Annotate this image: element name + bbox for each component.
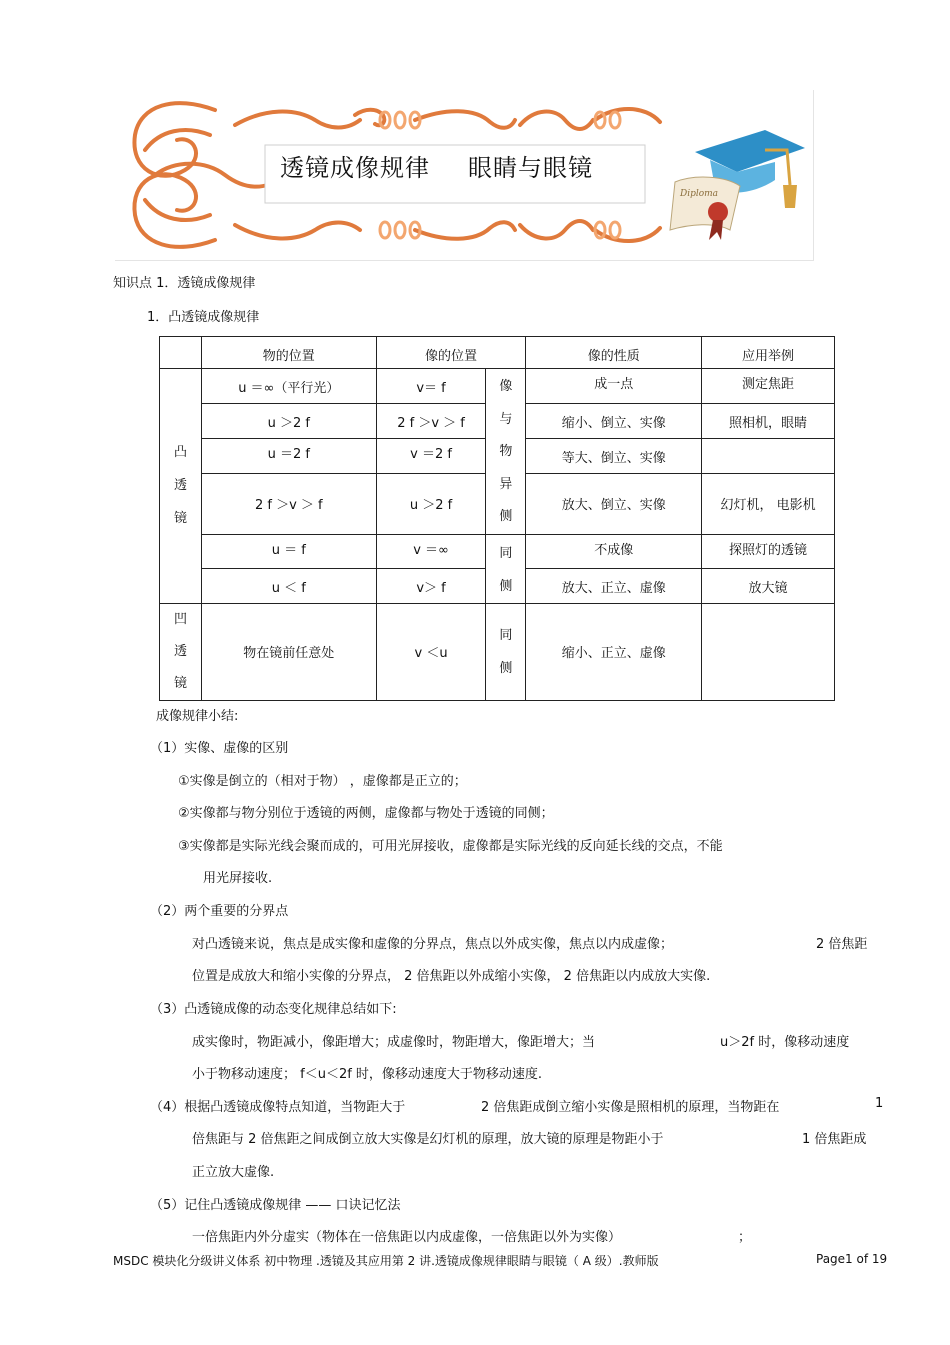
point-4-line-2: 倍焦距与 2 倍焦距之间成倒立放大实像是幻灯机的原理，放大镜的原理是物距小于 (192, 1132, 664, 1147)
point-2-line-1: 对凸透镜来说，焦点是成实像和虚像的分界点，焦点以外成实像，焦点以内成虚像； (192, 937, 674, 952)
point-3-line-2: 小于物移动速度； f＜u＜2f 时，像移动速度大于物移动速度. (192, 1067, 543, 1082)
application (702, 603, 835, 700)
header-cell: 应用举例 (702, 337, 835, 369)
point-1-item-1: ①实像是倒立的（相对于物） ，虚像都是正立的； (178, 774, 467, 789)
point-5-line-1: 一倍焦距内外分虚实（物体在一倍焦距以内成虚像，一倍焦距以外为实像） (192, 1230, 622, 1245)
concave-lens-label: 凹 透 镜 (160, 603, 202, 700)
image-position: u ＞2 f (376, 474, 486, 534)
footer-left: MSDC 模块化分级讲义体系 初中物理 .透镜及其应用第 2 讲.透镜成像规律眼睛与眼镜（ A 级）.教师版 (113, 1254, 659, 1268)
point-4-line-2-right: 1 倍焦距成 (802, 1132, 867, 1147)
object-position: u ＝2 f (201, 439, 376, 474)
image-property: 放大、倒立、实像 (526, 474, 702, 534)
application: 放大镜 (702, 569, 835, 604)
side-label-same: 同 侧 (486, 603, 526, 700)
lens-rule-table (159, 336, 835, 701)
table-row (160, 603, 835, 700)
point-5-line-1-right: ； (738, 1230, 752, 1245)
application: 测定焦距 (702, 369, 835, 404)
point-4-line-1-mid: 2 倍焦距成倒立缩小实像是照相机的原理，当物距在 (481, 1100, 780, 1115)
image-property: 缩小、倒立、实像 (526, 404, 702, 439)
side-label-opposite: 像 与 物 异 侧 (486, 369, 526, 535)
title-part-2: 眼睛与眼镜 (468, 154, 593, 182)
point-4-line-1: （4）根据凸透镜成像特点知道，当物距大于 (150, 1100, 406, 1115)
point-4-line-1-right: 1 (875, 1096, 884, 1111)
page-title (280, 148, 593, 183)
object-position: u ＞2 f (201, 404, 376, 439)
side-label-same: 同 侧 (486, 534, 526, 603)
image-property: 缩小、正立、虚像 (526, 603, 702, 700)
image-position: v ＝∞ (376, 534, 486, 569)
object-position: 物在镜前任意处 (201, 603, 376, 700)
image-position: 2 f ＞v ＞ f (376, 404, 486, 439)
point-3-title: （3）凸透镜成像的动态变化规律总结如下: (150, 1002, 397, 1017)
point-1-item-3-cont: 用光屏接收. (203, 871, 273, 886)
header-cell: 像的性质 (526, 337, 702, 369)
image-property: 成一点 (526, 369, 702, 404)
title-part-1: 透镜成像规律 (280, 154, 430, 182)
convex-lens-label: 凸 透 镜 (160, 369, 202, 604)
table-row (160, 534, 835, 569)
image-position: v＞ f (376, 569, 486, 604)
point-1-title: （1）实像、虚像的区别 (150, 741, 289, 756)
point-2-line-1-right: 2 倍焦距 (816, 937, 868, 952)
summary-heading: 成像规律小结: (156, 709, 239, 724)
image-property: 等大、倒立、实像 (526, 439, 702, 474)
point-1-item-2: ②实像都与物分别位于透镜的两侧，虚像都与物处于透镜的同侧； (178, 806, 554, 821)
object-position: u ＜ f (201, 569, 376, 604)
point-5-title: （5）记住凸透镜成像规律 —— 口诀记忆法 (150, 1198, 401, 1213)
header-banner (115, 90, 814, 261)
point-2-title: （2）两个重要的分界点 (150, 904, 289, 919)
point-1-item-3: ③实像都是实际光线会聚而成的，可用光屏接收，虚像都是实际光线的反向延长线的交点，不能 (178, 839, 723, 854)
application: 照相机，眼睛 (702, 404, 835, 439)
table-header-row (160, 337, 835, 369)
application: 探照灯的透镜 (702, 534, 835, 569)
diploma-badge-text: Diploma (680, 189, 719, 199)
subsection-title: 1．凸透镜成像规律 (147, 310, 260, 325)
point-2-line-2: 位置是成放大和缩小实像的分界点， 2 倍焦距以外成缩小实像， 2 倍焦距以内成放大实像. (192, 969, 711, 984)
image-property: 不成像 (526, 534, 702, 569)
point-4-line-3: 正立放大虚像. (192, 1165, 275, 1180)
image-position: v＝ f (376, 369, 486, 404)
diploma-scroll-icon (670, 177, 740, 240)
application (702, 439, 835, 474)
image-property: 放大、正立、虚像 (526, 569, 702, 604)
image-position: v ＜u (376, 603, 486, 700)
object-position: u ＝ f (201, 534, 376, 569)
point-3-line-1-right: u＞2f 时，像移动速度 (720, 1035, 850, 1050)
point-3-line-1: 成实像时，物距减小，像距增大；成虚像时，物距增大，像距增大；当 (192, 1035, 596, 1050)
object-position: u ＝∞（平行光） (201, 369, 376, 404)
table-row (160, 369, 835, 404)
image-position: v ＝2 f (376, 439, 486, 474)
object-position: 2 f ＞v ＞ f (201, 474, 376, 534)
footer-page-number: Page1 of 19 (816, 1252, 888, 1266)
header-cell: 像的位置 (376, 337, 526, 369)
header-cell (160, 337, 202, 369)
header-cell: 物的位置 (201, 337, 376, 369)
application: 幻灯机， 电影机 (702, 474, 835, 534)
section-title: 知识点 1．透镜成像规律 (113, 276, 256, 291)
